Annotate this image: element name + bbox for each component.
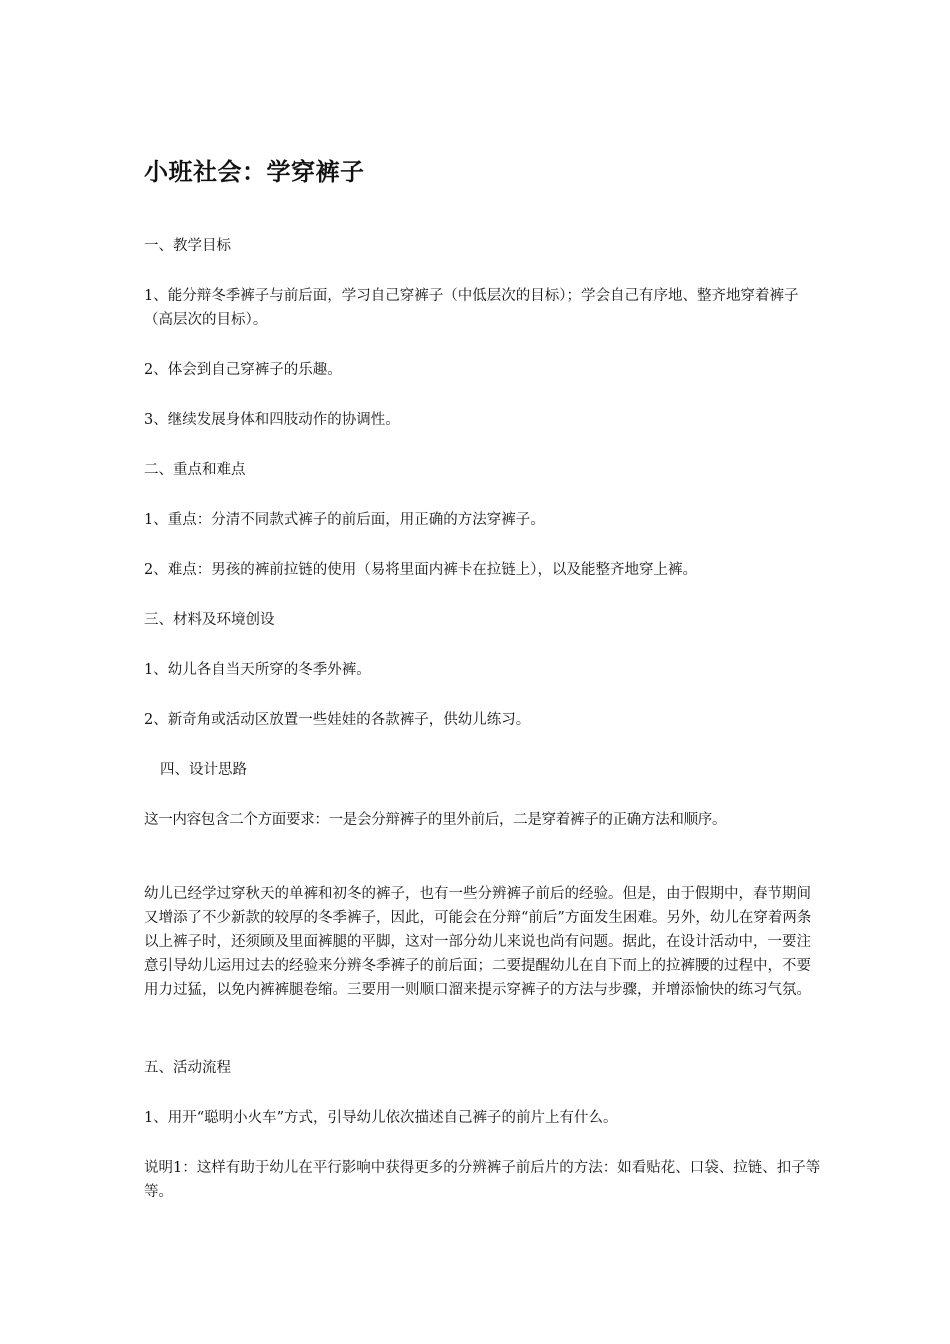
paragraph-design-rationale: 幼儿已经学过穿秋天的单裤和初冬的裤子，也有一些分辨裤子前后的经验。但是，由于假期中，春节期间又增添了不少新款的较厚的冬季裤子，因此，可能会在分辩“前后”方面发生困难。另外，幼儿在穿着两条以上裤子时，还须顾及里面裤腿的平脚，这对一部分幼儿来说也尚有问题。据此，在设计活动中，一要注意引导幼儿运用过去的经验来分辨冬季裤子的前后面；二要提醒幼儿在自下而上的拉裤腰的过程中，不要用力过猛，以免内裤裤腿卷缩。三要用一则顺口溜来提示穿裤子的方法与步骤，并增添愉快的练习气氛。 [144,886,812,998]
section-heading-materials: 三、材料及环境创设 [144,612,275,628]
paragraph-difficulty: 2、难点：男孩的裤前拉链的使用（易将里面内裤卡在拉链上），以及能整齐地穿上裤。 [144,562,697,578]
paragraph-design-requirements: 这一内容包含二个方面要求：一是会分辩裤子的里外前后，二是穿着裤子的正确方法和顺序。 [144,812,727,828]
section-heading-key-points: 二、重点和难点 [144,462,246,478]
paragraph-material-1: 1、幼儿各自当天所穿的冬季外裤。 [144,662,371,678]
section-heading-teaching-goals: 一、教学目标 [144,238,231,254]
document-title: 小班社会：学穿裤子 [144,158,365,186]
paragraph-goal-1: 1、能分辩冬季裤子与前后面，学习自己穿裤子（中低层次的目标）；学会自己有序地、整齐地穿着裤子（高层次的目标）。 [144,288,799,328]
paragraph-goal-2: 2、体会到自己穿裤子的乐趣。 [144,362,342,378]
section-heading-design: 四、设计思路 [160,762,247,778]
paragraph-key-point: 1、重点：分清不同款式裤子的前后面，用正确的方法穿裤子。 [144,512,545,528]
paragraph-note-1: 说明1：这样有助于幼儿在平行影响中获得更多的分辨裤子前后片的方法：如看贴花、口袋、拉链、扣子等等。 [144,1160,821,1200]
paragraph-material-2: 2、新奇角或活动区放置一些娃娃的各款裤子，供幼儿练习。 [144,712,531,728]
section-heading-activity-flow: 五、活动流程 [144,1060,231,1076]
paragraph-flow-1: 1、用开“聪明小火车”方式，引导幼儿依次描述自己裤子的前片上有什么。 [144,1110,618,1126]
paragraph-goal-3: 3、继续发展身体和四肢动作的协调性。 [144,412,400,428]
